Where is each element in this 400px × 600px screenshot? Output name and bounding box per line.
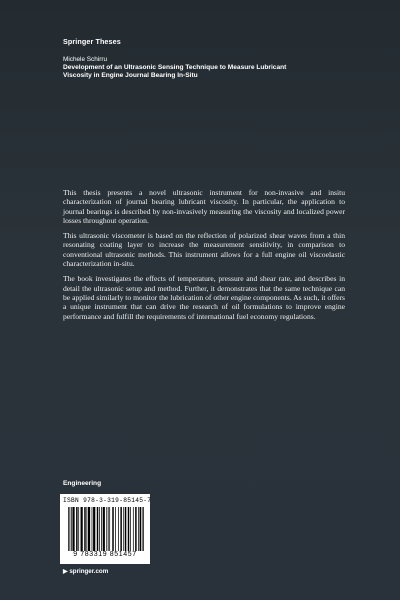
barcode-bar — [128, 507, 129, 551]
subject-category: Engineering — [63, 480, 102, 487]
barcode-digits: 9 783319 851457 — [73, 551, 137, 558]
cover-header — [63, 37, 363, 80]
barcode-bar — [138, 507, 139, 551]
barcode-bar — [88, 507, 90, 551]
arrow-right-icon: ▶ — [63, 569, 68, 575]
barcode-bar — [92, 507, 93, 551]
barcode-bar — [78, 507, 79, 551]
barcode-bar — [81, 507, 83, 551]
barcode-bar — [109, 507, 110, 551]
barcode-bar — [118, 507, 119, 551]
barcode-bar — [130, 507, 131, 551]
barcode-bar — [140, 507, 141, 551]
barcode-bar — [106, 507, 107, 551]
description-paragraph-2: This ultrasonic viscometer is based on the reflection of polarized shear waves from a thin resonating coating layer to increase the measurement sensitivity, in comparison to conventional ultrasonic methods. This instrument allows for a full engine oil viscoelastic characterization in-situ. — [63, 231, 345, 269]
barcode-bar — [84, 507, 85, 551]
barcode-bar — [97, 507, 98, 551]
barcode-bar — [143, 507, 144, 551]
barcode-bar — [72, 507, 74, 551]
barcode-bar — [71, 507, 72, 551]
barcode-bar — [135, 507, 136, 551]
book-title-line-2: Viscosity in Engine Journal Bearing In-Situ — [63, 72, 198, 79]
barcode-bar — [76, 507, 77, 551]
barcode-bar — [123, 507, 124, 551]
barcode-bar — [101, 507, 102, 551]
barcode-bar — [142, 507, 143, 551]
book-title-line-1: Development of an Ultrasonic Sensing Technique to Measure Lubricant — [63, 64, 287, 71]
description-paragraph-3: The book investigates the effects of temperature, pressure and shear rate, and describes in detail the ultrasonic setup and method. Further, it demonstrates that the same technique can be applied similarly to monitor the lubrication of other engine components. As such, it offers a unique instrument that can drive the research of oil formulations to improve engine performance and fulfill the requirements of international fuel economy regulations. — [63, 274, 345, 321]
barcode-bar — [112, 507, 113, 551]
author-name: Michele Schirru — [63, 56, 108, 63]
book-title — [63, 64, 363, 80]
book-description — [63, 188, 345, 327]
isbn-text: ISBN 978-3-319-85145-7 — [63, 497, 152, 504]
barcode-bar — [68, 507, 69, 551]
barcode-bar — [103, 507, 105, 551]
barcode-bar — [99, 507, 100, 551]
barcode-bar — [125, 507, 126, 551]
barcode-bar — [93, 507, 95, 551]
series-name: Springer Theses — [63, 37, 121, 46]
publisher-url: springer.com — [69, 568, 109, 575]
barcode-bar — [115, 507, 116, 551]
barcode-bar — [120, 507, 121, 551]
barcode-bar — [133, 507, 134, 551]
publisher-site — [63, 568, 108, 575]
barcode-bar — [69, 507, 70, 551]
description-paragraph-1: This thesis presents a novel ultrasonic instrument for non-invasive and insitu characterization of journal bearing lubricant viscosity. In particular, the application to journal bearings is described by non-invasively measuring the viscosity and localized power losses throughout operation. — [63, 188, 345, 225]
barcode-bar — [86, 507, 87, 551]
barcode-bar — [108, 507, 109, 551]
barcode-icon — [68, 507, 144, 551]
